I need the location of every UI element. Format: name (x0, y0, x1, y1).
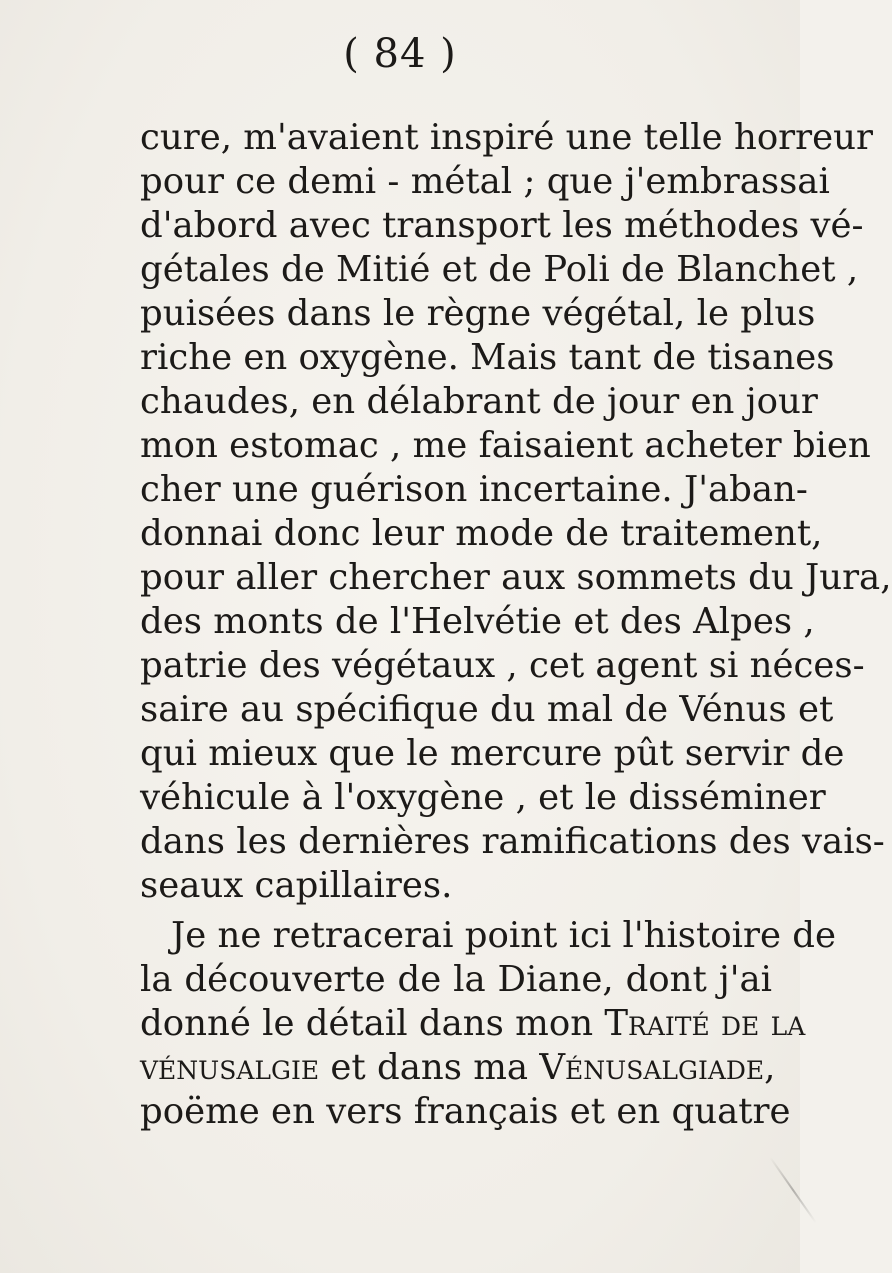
page-crease-mark (769, 1157, 817, 1224)
text-line: des monts de l'Helvétie et des Alpes , (140, 601, 815, 642)
text-line: qui mieux que le mercure pût servir de (140, 733, 845, 774)
text-line: cure, m'avaient inspiré une telle horreur (140, 117, 873, 158)
text-line: patrie des végétaux , cet agent si néces- (140, 645, 865, 686)
text-line: d'abord avec transport les méthodes vé- (140, 205, 864, 246)
page-number: ( 84 ) (343, 31, 457, 77)
text-run: donné le détail dans mon (140, 1003, 605, 1044)
text-line: la découverte de la Diane, dont j'ai (140, 959, 772, 1000)
text-line: riche en oxygène. Mais tant de tisanes (140, 337, 835, 378)
text-line: saire au spécifique du mal de Vénus et (140, 689, 834, 730)
text-line: pour ce demi - métal ; que j'embrassai (140, 161, 830, 202)
text-line: chaudes, en délabrant de jour en jour (140, 381, 818, 422)
text-line: donnai donc leur mode de traitement, (140, 513, 823, 554)
text-line: puisées dans le règne végétal, le plus (140, 293, 816, 334)
text-line: mon estomac , me faisaient acheter bien (140, 425, 871, 466)
text-line: dans les dernières ramifications des vais- (140, 821, 885, 862)
text-run: et dans ma (319, 1047, 540, 1088)
text-line-with-title (140, 1002, 806, 1046)
book-title-venusalgiade: Vénusalgiade, (539, 1047, 776, 1088)
text-line: gétales de Mitié et de Poli de Blanchet , (140, 249, 859, 290)
book-title-traite: Traité de la (604, 1003, 806, 1044)
text-line-paragraph-end: seaux capillaires. (140, 865, 453, 906)
text-line: véhicule à l'oxygène , et le disséminer (140, 777, 826, 818)
text-line: pour aller chercher aux sommets du Jura, (140, 557, 892, 598)
text-line-with-title (140, 1046, 776, 1090)
book-title-venusalgie: vénusalgie (140, 1047, 320, 1088)
text-line: cher une guérison incertaine. J'aban- (140, 469, 808, 510)
text-line-paragraph-start: Je ne retracerai point ici l'histoire de (171, 915, 837, 956)
text-line: poëme en vers français et en quatre (140, 1091, 791, 1132)
